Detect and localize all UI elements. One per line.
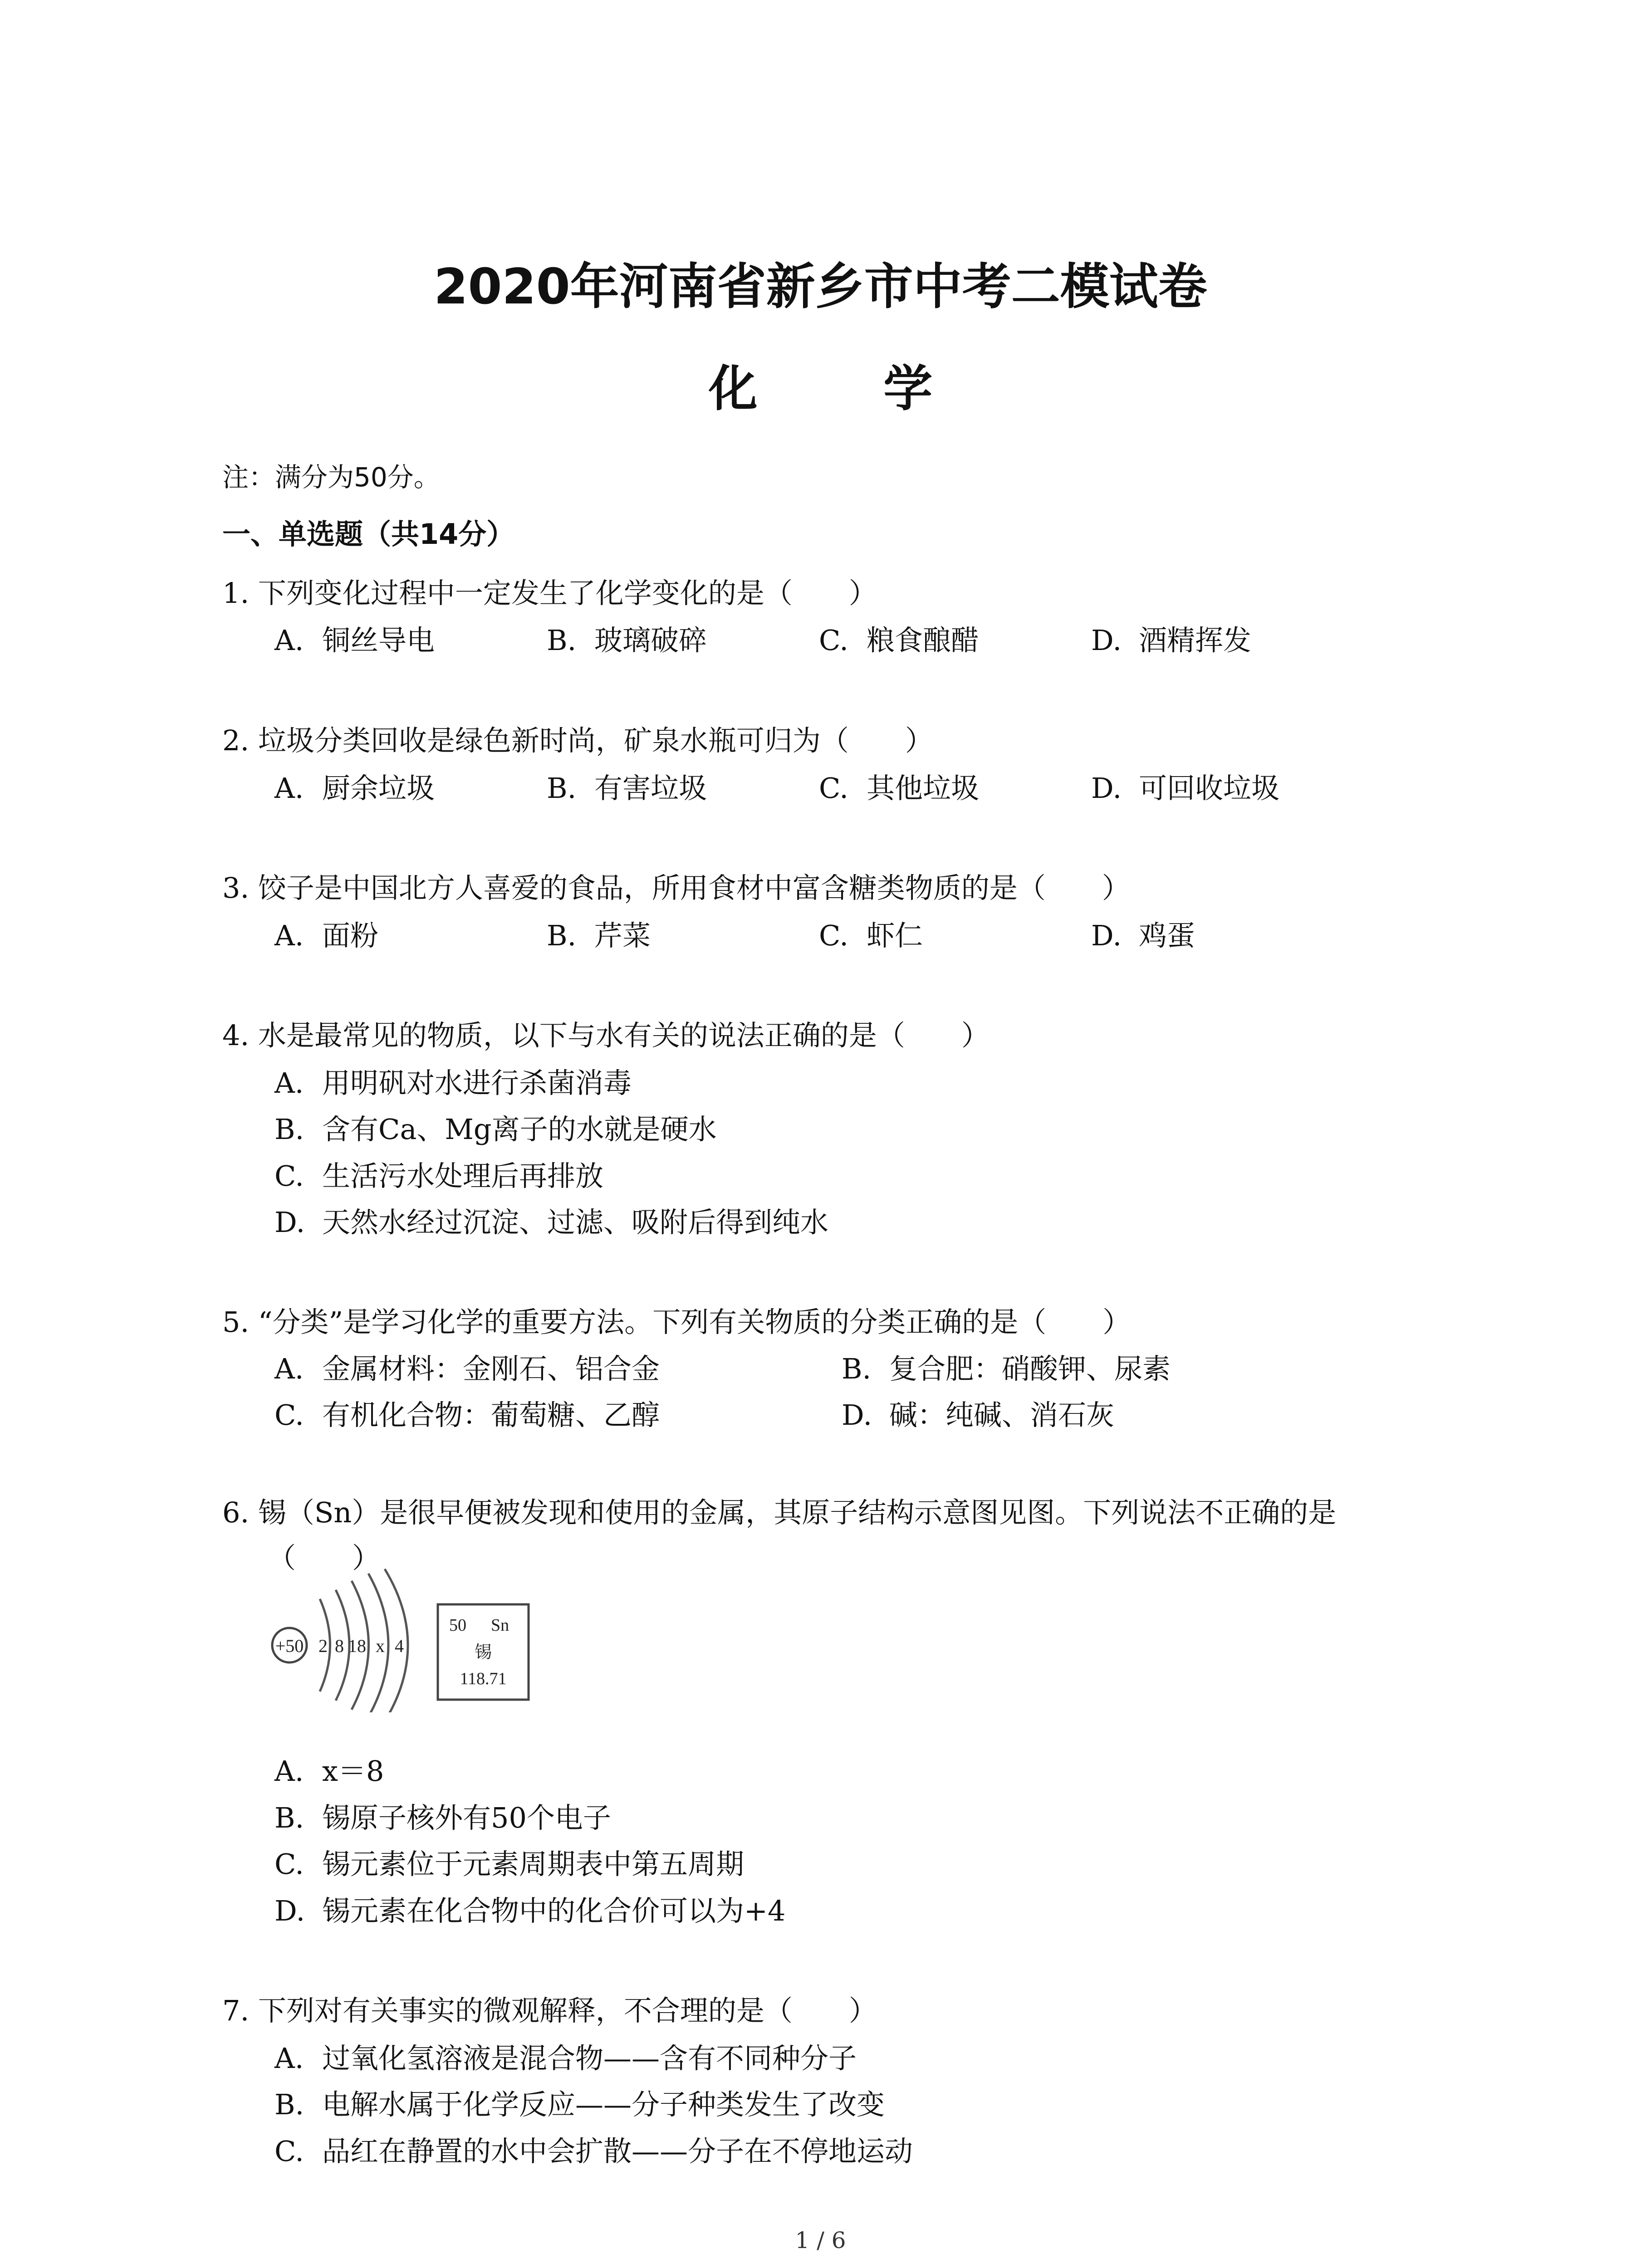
question-4-stem: 4. 水是最常见的物质，以下与水有关的说法正确的是（ ）	[222, 1019, 989, 1052]
q5-option-d: D. 碱：纯碱、消石灰	[842, 1398, 1115, 1432]
q2-option-a: A. 厨余垃圾	[274, 772, 435, 805]
q6-option-a: A. x＝8	[274, 1755, 384, 1788]
q5-option-b: B. 复合肥：硝酸钾、尿素	[842, 1352, 1171, 1385]
q7-option-a: A. 过氧化氢溶液是混合物——含有不同种分子	[274, 2042, 857, 2075]
question-3-stem: 3. 饺子是中国北方人喜爱的食品，所用食材中富含糖类物质的是（ ）	[222, 871, 1130, 904]
exam-title: 2020年河南省新乡市中考二模试卷	[434, 259, 1207, 315]
q7-option-c: C. 品红在静置的水中会扩散——分子在不停地运动	[274, 2135, 913, 2168]
question-2-stem: 2. 垃圾分类回收是绿色新时尚，矿泉水瓶可归为（ ）	[222, 724, 933, 757]
q5-option-c: C. 有机化合物：葡萄糖、乙醇	[274, 1398, 660, 1432]
q4-option-c: C. 生活污水处理后再排放	[274, 1159, 604, 1193]
element-number: 50	[449, 1616, 466, 1635]
score-note: 注：满分为50分。	[222, 462, 440, 493]
shell-electrons-2: 8	[335, 1636, 344, 1656]
question-7-stem: 7. 下列对有关事实的微观解释，不合理的是（ ）	[222, 1994, 877, 2027]
tin-atom-figure	[268, 1567, 585, 1714]
element-symbol: Sn	[491, 1616, 509, 1635]
shell-electrons-4: x	[376, 1636, 385, 1656]
question-5-stem: 5. “分类”是学习化学的重要方法。下列有关物质的分类正确的是（ ）	[222, 1305, 1131, 1339]
page-number: 1 / 6	[795, 2227, 846, 2253]
q1-option-b: B. 玻璃破碎	[547, 624, 707, 657]
subject-title: 化 学	[708, 361, 987, 417]
atom-structure-diagram	[268, 1567, 585, 1712]
element-mass: 118.71	[460, 1669, 507, 1688]
element-name: 锡	[474, 1642, 492, 1662]
q1-option-c: C. 粮食酿醋	[819, 624, 980, 657]
q4-option-d: D. 天然水经过沉淀、过滤、吸附后得到纯水	[274, 1206, 829, 1239]
q3-option-b: B. 芹菜	[547, 919, 651, 952]
section-heading: 一、单选题（共14分）	[222, 518, 515, 551]
q2-option-b: B. 有害垃圾	[547, 772, 707, 805]
shell-electrons-5: 4	[395, 1636, 404, 1656]
q2-option-d: D. 可回收垃圾	[1091, 772, 1280, 805]
question-6-stem: 6. 锡（Sn）是很早便被发现和使用的金属，其原子结构示意图见图。下列说法不正确的是	[222, 1496, 1337, 1529]
q7-option-b: B. 电解水属于化学反应——分子种类发生了改变	[274, 2088, 885, 2121]
shell-electrons-3: 18	[348, 1636, 366, 1656]
q4-option-b: B. 含有Ca、Mg离子的水就是硬水	[274, 1113, 717, 1146]
q4-option-a: A. 用明矾对水进行杀菌消毒	[274, 1066, 632, 1100]
q6-option-d: D. 锡元素在化合物中的化合价可以为+4	[274, 1894, 786, 1927]
q6-option-b: B. 锡原子核外有50个电子	[274, 1801, 611, 1834]
shell-electrons-1: 2	[318, 1636, 328, 1656]
q1-option-a: A. 铜丝导电	[274, 624, 435, 657]
q3-option-c: C. 虾仁	[819, 919, 923, 952]
q1-option-d: D. 酒精挥发	[1091, 624, 1252, 657]
question-6-stem-bracket: （ ）	[268, 1541, 381, 1574]
nucleus-charge: +50	[275, 1636, 304, 1656]
q5-option-a: A. 金属材料：金刚石、铝合金	[274, 1352, 660, 1385]
question-1-stem: 1. 下列变化过程中一定发生了化学变化的是（ ）	[222, 577, 877, 610]
q3-option-d: D. 鸡蛋	[1091, 919, 1195, 952]
q2-option-c: C. 其他垃圾	[819, 772, 980, 805]
q6-option-c: C. 锡元素位于元素周期表中第五周期	[274, 1848, 745, 1881]
q3-option-a: A. 面粉	[274, 919, 379, 952]
